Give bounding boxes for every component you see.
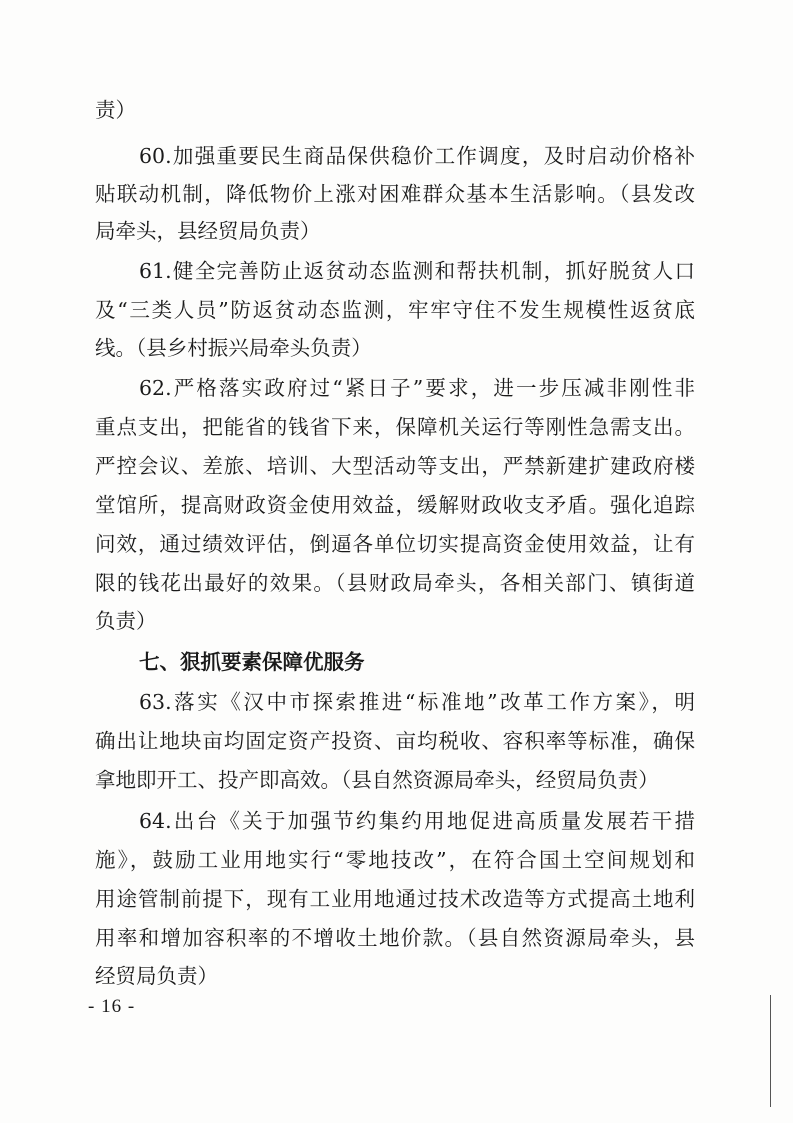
scan-edge-line — [770, 995, 771, 1107]
text-line: 60.加强重要民生商品保供稳价工作调度，及时启动价格补 — [139, 144, 695, 168]
text-line: 责） — [95, 98, 136, 122]
text-line: 62.严格落实政府过“紧日子”要求，进一步压减非刚性非 — [139, 376, 695, 400]
text-line: 用率和增加容积率的不增收土地价款。（县自然资源局牵头，县 — [95, 926, 695, 950]
text-line: 线。（县乡村振兴局牵头负责） — [95, 336, 372, 360]
text-line: 贴联动机制，降低物价上涨对困难群众基本生活影响。（县发改 — [95, 182, 695, 206]
text-line: 及“三类人员”防返贫动态监测，牢牢守住不发生规模性返贫底 — [95, 298, 695, 322]
text-line: 61.健全完善防止返贫动态监测和帮扶机制，抓好脱贫人口 — [139, 259, 695, 283]
text-line: 严控会议、差旅、培训、大型活动等支出，严禁新建扩建政府楼 — [95, 454, 695, 478]
page-number: - 16 - — [88, 996, 136, 1017]
text-line: 64.出台《关于加强节约集约用地促进高质量发展若干措 — [139, 809, 695, 833]
text-line: 堂馆所，提高财政资金使用效益，缓解财政收支矛盾。强化追踪 — [95, 493, 695, 517]
text-line: 经贸局负责） — [95, 964, 218, 988]
section-heading: 七、狠抓要素保障优服务 — [139, 650, 365, 674]
text-line: 问效，通过绩效评估，倒逼各单位切实提高资金使用效益，让有 — [95, 532, 695, 556]
text-line: 确出让地块亩均固定资产投资、亩均税收、容积率等标准，确保 — [95, 729, 695, 753]
text-line: 局牵头，县经贸局负责） — [95, 219, 321, 243]
text-line: 用途管制前提下，现有工业用地通过技术改造等方式提高土地利 — [95, 887, 695, 911]
text-line: 限的钱花出最好的效果。（县财政局牵头，各相关部门、镇街道 — [95, 571, 695, 595]
text-line: 负责） — [95, 609, 157, 633]
text-line: 施》，鼓励工业用地实行“零地技改”，在符合国土空间规划和 — [95, 848, 695, 872]
text-line: 重点支出，把能省的钱省下来，保障机关运行等刚性急需支出。 — [95, 415, 695, 439]
text-line: 63.落实《汉中市探索推进“标准地”改革工作方案》，明 — [139, 690, 695, 714]
text-line: 拿地即开工、投产即高效。（县自然资源局牵头，经贸局负责） — [95, 768, 659, 792]
